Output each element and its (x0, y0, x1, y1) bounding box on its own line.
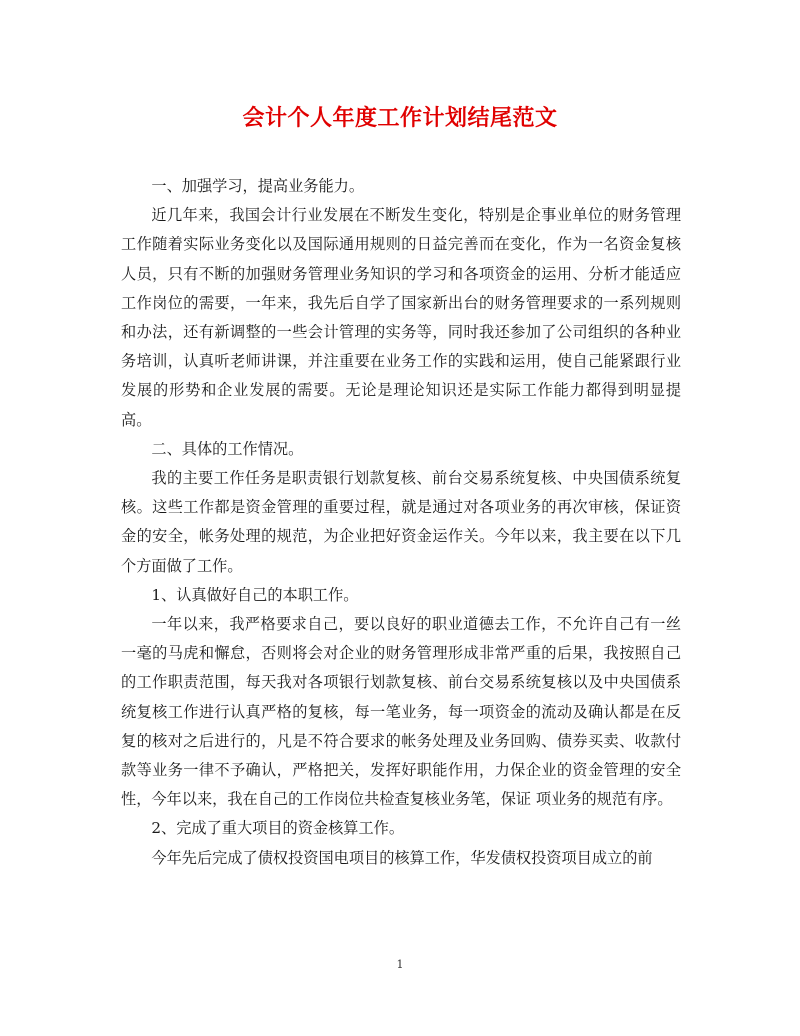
paragraph-duties: 一年以来，我严格要求自己，要以良好的职业道德去工作，不允许自己有一丝一毫的马虎和懈怠，否则将会对企业的财务管理形成非常严重的后果，我按照自己的工作职责范围，每天我对各项银行划款复核、前台交易系统复核以及中央国债系统复核工作进行认真严格的复核，每一笔业务，每一项资金的流动及确认都是在反复的核对之后进行的，凡是不符合要求的帐务处理及业务回购、债券买卖、收款付款等业务一律不予确认，严格把关，发挥好职能作用，力保企业的资金管理的安全性，今年以来，我在自己的工作岗位共检查复核业务笔，保证 项业务的规范有序。 (121, 615, 681, 809)
document-body (121, 172, 681, 873)
paragraph-projects: 今年先后完成了债权投资国电项目的核算工作，华发债权投资项目成立的前 (151, 848, 653, 867)
section-heading-2: 二、具体的工作情况。 (151, 439, 304, 458)
section-heading-1: 一、加强学习，提高业务能力。 (151, 177, 365, 195)
page-number: 1 (396, 958, 404, 971)
subsection-heading-1: 1、认真做好自己的本职工作。 (151, 585, 359, 604)
paragraph-main-tasks: 我的主要工作任务是职责银行划款复核、前台交易系统复核、中央国债系统复核。这些工作都是资金管理的重要过程，就是通过对各项业务的再次审核，保证资金的安全，帐务处理的规范，为企业把好资金运作关。今年以来，我主要在以下几个方面做了工作。 (121, 469, 681, 575)
document-title: 会计个人年度工作计划结尾范文 (242, 105, 558, 131)
paragraph-study: 近几年来，我国会计行业发展在不断发生变化，特别是企事业单位的财务管理工作随着实际业务变化以及国际通用规则的日益完善而在变化，作为一名资金复核人员，只有不断的加强财务管理业务知识的学习和各项资金的运用、分析才能适应工作岗位的需要，一年来，我先后自学了国家新出台的财务管理要求的一系列规则和办法，还有新调整的一些会计管理的实务等，同时我还参加了公司组织的各种业务培训，认真听老师讲课，并注重要在业务工作的实践和运用，使自己能紧跟行业发展的形势和企业发展的需要。无论是理论知识还是实际工作能力都得到明显提高。 (121, 206, 681, 429)
subsection-heading-2: 2、完成了重大项目的资金核算工作。 (151, 819, 405, 838)
